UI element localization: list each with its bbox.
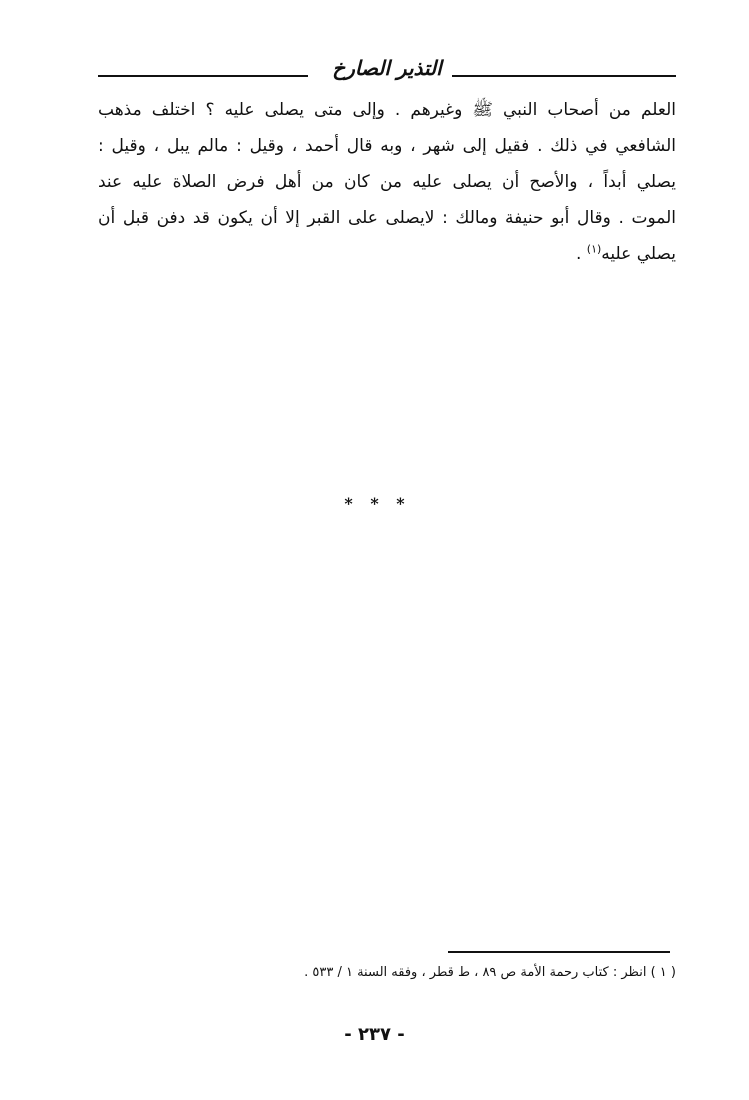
body-line-5-end: . [575,244,587,264]
body-line-5 [98,236,676,272]
footnote: ( ١ ) انظر : كتاب رحمة الأمة ص ٨٩ ، ط قطر ، وفقه السنة ١ / ٥٣٣ . [304,965,676,980]
page-number: - ٢٣٧ - [344,1024,405,1045]
body-line-4: الموت . وقال أبو حنيفة ومالك : لايصلى على القبر إلا أن يكون قد دفن قبل أن [98,208,676,228]
footnote-reference: (١) [586,242,602,256]
body-line-3: يصلي أبداً ، والأصح أن يصلى عليه من كان من أهل فرض الصلاة عليه عند [98,172,676,192]
body-line-2: الشافعي في ذلك . فقيل إلى شهر ، وبه قال أحمد ، وقيل : مالم يبل ، وقيل : [98,136,676,156]
header-rule-right [452,75,676,77]
running-title: التذير الصارخ [332,56,442,80]
body-paragraph [98,92,676,272]
body-line-1: العلم من أصحاب النبي ﷺ وغيرهم . وإلى متى يصلى عليه ؟ اختلف مذهب [98,100,676,120]
header-rule-left [98,75,308,77]
running-header [98,55,676,85]
section-separator: * * * [344,494,411,513]
body-line-5-text: يصلي عليه [601,244,676,264]
footnote-rule [448,951,670,953]
